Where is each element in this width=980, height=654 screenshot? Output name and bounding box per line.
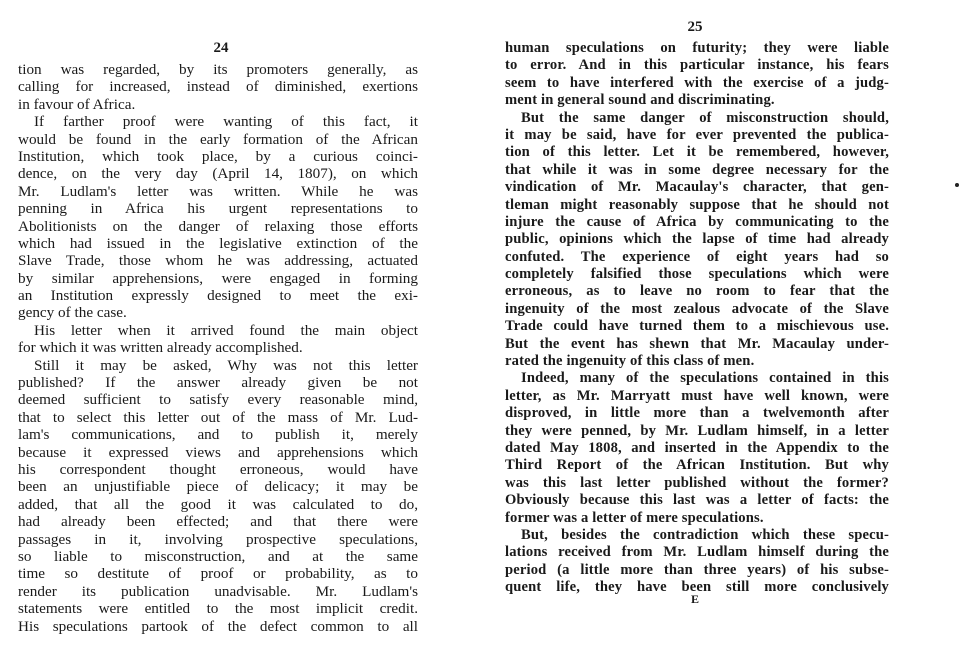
text-line: But, besides the contradiction which these specu- (521, 526, 889, 543)
text-line: to error. And in this particular instance, his fears (505, 57, 889, 74)
text-line: Mr. Ludlam's letter was written. While he was (18, 182, 418, 200)
text-line: tion of this letter. Let it be remembered, however, (505, 144, 889, 161)
text-line: been an unjustifiable piece of delicacy; it may be (18, 478, 418, 496)
text-line: added, that all the good it was calculated to do, (18, 495, 418, 513)
text-line: by similar apprehensions, were engaged in forming (18, 269, 418, 287)
text-line: tion was regarded, by its promoters generally, as (18, 61, 418, 78)
text-line: Obviously because this last was a letter of facts: the (505, 492, 889, 509)
text-line: rated the ingenuity of this class of men. (505, 353, 755, 370)
text-line: in favour of Africa. (18, 95, 136, 113)
text-line: former was a letter of mere speculations. (505, 509, 764, 526)
text-line: deemed sufficient to satisfy every reasonable mind, (18, 391, 418, 409)
text-line: disproved, in little more than a twelvemonth after (505, 405, 889, 422)
text-line: his correspondent thought erroneous, would have (18, 460, 418, 478)
text-line: which had issued in the legislative extinction of the (18, 234, 418, 252)
text-line: that while it was in some degree necessary for the (505, 161, 889, 178)
text-line: But the event has shewn that Mr. Macaulay under- (505, 335, 889, 352)
text-line: If farther proof were wanting of this fact, it (34, 113, 418, 131)
text-line: Slave Trade, those whom he was addressing, actuated (18, 252, 418, 270)
text-line: had already been effected; and that there were (18, 513, 418, 531)
right-page-text (505, 40, 889, 597)
text-line: render its publication unadvisable. Mr. Ludlam's (18, 582, 418, 600)
text-line: they were penned, by Mr. Ludlam himself, in a letter (505, 422, 889, 439)
text-line: erroneous, as to leave no room to fear that the (505, 283, 889, 300)
left-page-number: 24 (213, 40, 229, 56)
text-line: public, opinions which the lapse of time had already (505, 231, 889, 248)
text-line: ment in general sound and discriminating. (505, 92, 775, 109)
text-line: letter, as Mr. Marryatt must have well known, were (505, 387, 889, 404)
text-line: time so destitute of proof or probability, as to (18, 565, 418, 583)
text-line: it may be said, have for ever prevented the publica- (505, 126, 889, 143)
text-line: His letter when it arrived found the main object (34, 321, 418, 339)
text-line: Abolitionists on the danger of relaxing those efforts (18, 217, 418, 235)
text-line: published? If the answer already given be not (18, 374, 418, 392)
text-line: Institution, which took place, by a curious coinci- (18, 147, 418, 165)
text-line: His speculations partook of the defect common to all (18, 617, 418, 635)
text-line: would be found in the early formation of the African (18, 130, 418, 148)
text-line: statements were entitled to the most implicit credit. (18, 600, 418, 618)
text-line: passages in it, involving prospective speculations, (18, 530, 418, 548)
text-line: period (a little more than three years) of his subse- (505, 561, 889, 578)
text-line: that to select this letter out of the mass of Mr. Lud- (18, 408, 418, 426)
text-line: Trade could have turned them to a mischievous use. (505, 318, 889, 335)
text-line: calling for increased, instead of diminished, exertions (18, 78, 418, 96)
right-page-number: 25 (687, 19, 703, 35)
text-line: human speculations on futurity; they were liable (505, 40, 889, 56)
text-line: tleman might reasonably suppose that he should not (505, 196, 889, 213)
text-line: But the same danger of misconstruction should, (521, 109, 889, 126)
left-page-text (18, 61, 418, 635)
text-line: Indeed, many of the speculations contained in this (521, 370, 889, 387)
text-line: gency of the case. (18, 304, 127, 322)
text-line: injure the cause of Africa by communicating to the (505, 213, 889, 230)
text-line: vindication of Mr. Macaulay's character, that gen- (505, 179, 889, 196)
text-line: was this last letter published without the former? (505, 474, 889, 491)
text-line: dated May 1808, and inserted in the Appendix to the (505, 439, 889, 456)
text-line: completely falsified those speculations which were (505, 266, 889, 283)
text-line: lations received from Mr. Ludlam himself during the (505, 544, 889, 561)
text-line: Still it may be asked, Why was not this letter (34, 356, 418, 374)
text-line: for which it was written already accomplished. (18, 339, 303, 357)
text-line: lam's communications, and to publish it, merely (18, 426, 418, 444)
text-line: Third Report of the African Institution. But why (505, 457, 889, 474)
text-line: seem to have interfered with the exercise of a judg- (505, 74, 889, 91)
text-line: ingenuity of the most zealous advocate of the Slave (505, 300, 889, 317)
signature-mark: E (690, 592, 699, 606)
text-line: confuted. The experience of eight years had so (505, 248, 889, 265)
text-line: because it expressed views and apprehensions which (18, 443, 418, 461)
text-line: dence, on the very day (April 14, 1807), on which (18, 165, 418, 183)
text-line: so liable to misconstruction, and at the same (18, 547, 418, 565)
ink-speck (955, 183, 959, 187)
text-line: an Institution expressly designed to meet the exi- (18, 287, 418, 305)
text-line: penning in Africa his urgent representations to (18, 200, 418, 218)
text-line: quent life, they have been still more conclusively (505, 579, 889, 596)
